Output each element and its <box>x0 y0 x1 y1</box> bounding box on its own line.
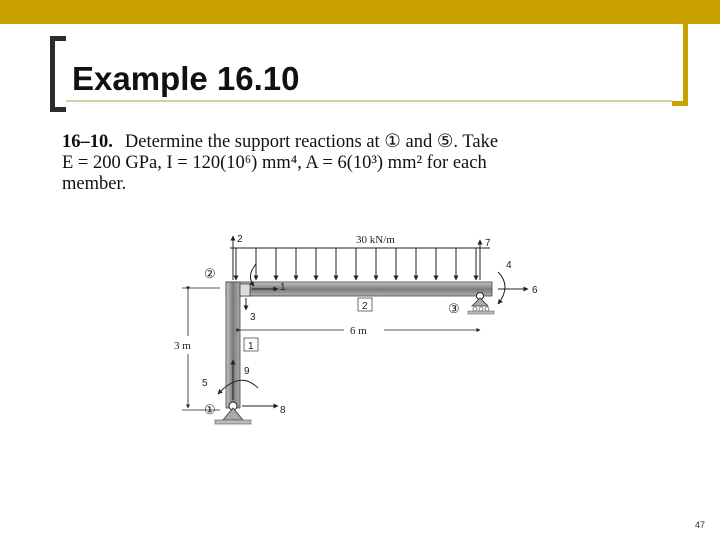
title-underline <box>66 100 672 102</box>
dof-9-label: 9 <box>244 366 250 377</box>
dof-6-label: 6 <box>532 285 538 296</box>
dof-3-label: 3 <box>250 312 256 323</box>
dof-7-label: 7 <box>485 238 491 249</box>
problem-number: 16–10. <box>62 132 113 152</box>
dimension-3m-label: 3 m <box>174 340 191 352</box>
distributed-load <box>230 248 490 280</box>
dof-arrows <box>218 236 528 406</box>
member-1-label: 1 <box>248 341 254 352</box>
title-bracket-right <box>672 24 688 106</box>
dof-5-label: 5 <box>202 378 208 389</box>
node-1-label: ① <box>204 402 216 417</box>
problem-statement <box>62 132 602 195</box>
pin-support-bottom <box>215 402 251 424</box>
problem-text-1: Determine the support reactions at ① and ⑤. Take <box>124 132 499 152</box>
frame-figure <box>168 228 548 443</box>
header-band <box>0 0 720 24</box>
title-bracket-left <box>50 36 66 112</box>
node-2-label: ② <box>204 266 216 281</box>
load-label: 30 kN/m <box>356 234 395 246</box>
page-number: 47 <box>695 520 706 530</box>
slide-title: Example 16.10 <box>72 60 300 97</box>
dof-8-label: 8 <box>280 405 286 416</box>
problem-line-3: member. <box>62 174 127 194</box>
dof-1-label: 1 <box>280 282 286 293</box>
joint-plate <box>240 284 250 296</box>
dimension-6m-label: 6 m <box>350 325 367 337</box>
node-3-label: ③ <box>448 301 460 316</box>
problem-line-1 <box>62 132 602 153</box>
dof-2-label: 2 <box>237 234 243 245</box>
frame-diagram <box>168 228 548 438</box>
problem-line-2: E = 200 GPa, I = 120(10⁶) mm⁴, A = 6(10³) mm² for each <box>62 153 487 173</box>
dof-4-label: 4 <box>506 260 512 271</box>
member-2-label: 2 <box>362 301 368 312</box>
